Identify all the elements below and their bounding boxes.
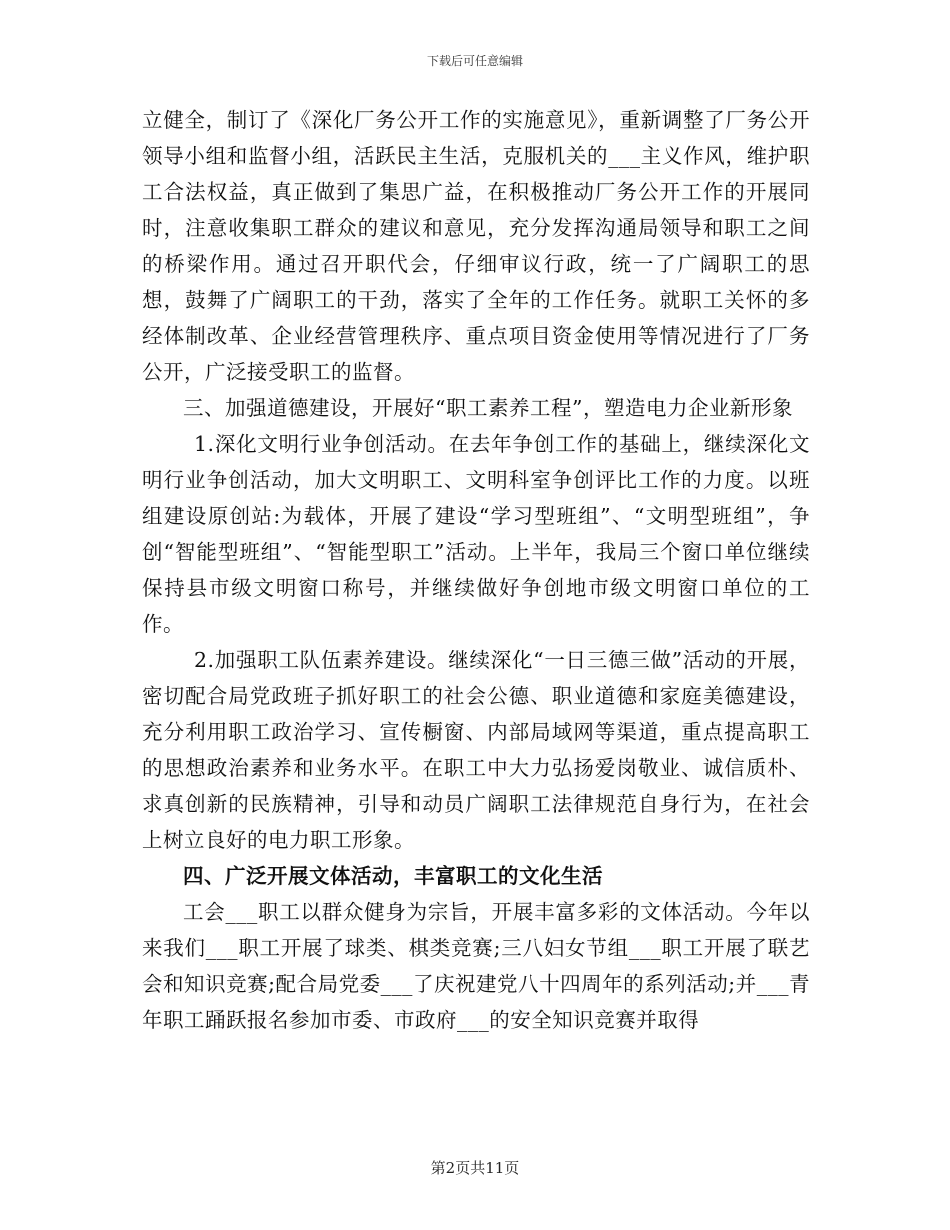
section-heading-three: 三、加强道德建设，开展好“职工素养工程”，塑造电力企业新形象 bbox=[183, 396, 793, 420]
paragraph-item-2: 2.加强职工队伍素养建设。继续深化“一日三德三做”活动的开展，密切配合局党政班子抓好职工的社会公德、职业道德和家庭美德建设，充分利用职工政治学习、宣传橱窗、内部局域网等渠道，重点提高职工的思想政治素养和业务水平。在职工中大力弘扬爱岗敬业、诚信质朴、求真创新的民族精神，引导和动员广阔职工法律规范自身行为，在社会上树立良好的电力职工形象。 bbox=[142, 648, 810, 852]
paragraph-culture: 工会___职工以群众健身为宗旨，开展丰富多彩的文体活动。今年以来我们___职工开展了球类、棋类竞赛;三八妇女节组___职工开展了联艺会和知识竞赛;配合局党委___了庆祝建党八十四周年的系列活动;并___青年职工踊跃报名参加市委、市政府___的安全知识竞赛并取得 bbox=[142, 900, 810, 1032]
section-heading-four: 四、广泛开展文体活动，丰富职工的文化生活 bbox=[183, 864, 603, 888]
page-header-note: 下载后可任意编辑 bbox=[426, 54, 523, 68]
page-number: 第2页共11页 bbox=[430, 1159, 520, 1177]
paragraph-item-1: 1.深化文明行业争创活动。在去年争创工作的基础上，继续深化文明行业争创活动，加大文明职工、文明科室争创评比工作的力度。以班组建设原创站:为载体，开展了建设“学习型班组”、“文明型班组”，争创“智能型班组”、“智能型职工”活动。上半年，我局三个窗口单位继续保持县市级文明窗口称号，并继续做好争创地市级文明窗口单位的工作。 bbox=[142, 432, 810, 636]
document-body bbox=[142, 102, 810, 1038]
paragraph-continuation: 立健全，制订了《深化厂务公开工作的实施意见》，重新调整了厂务公开领导小组和监督小组，活跃民主生活，克服机关的___主义作风，维护职工合法权益，真正做到了集思广益，在积极推动厂务公开工作的开展同时，注意收集职工群众的建议和意见，充分发挥沟通局领导和职工之间的桥梁作用。通过召开职代会，仔细审议行政，统一了广阔职工的思想，鼓舞了广阔职工的干劲，落实了全年的工作任务。就职工关怀的多经体制改革、企业经营管理秩序、重点项目资金使用等情况进行了厂务公开，广泛接受职工的监督。 bbox=[142, 108, 810, 384]
